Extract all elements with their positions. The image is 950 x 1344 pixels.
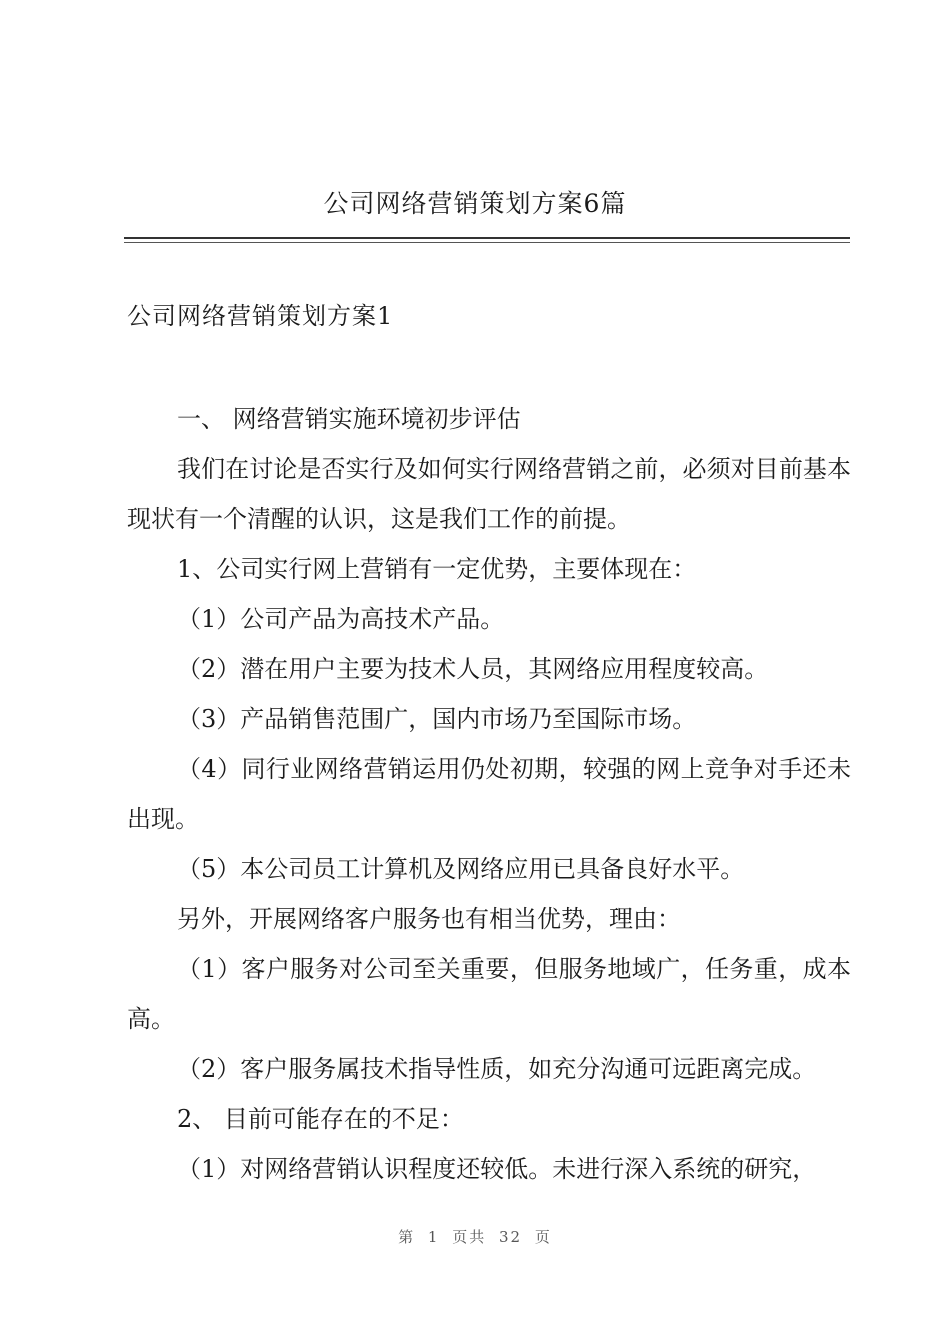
list-item: （1）客户服务对公司至关重要，但服务地域广，任务重，成本高。 <box>127 955 851 1033</box>
paragraph: 我们在讨论是否实行及如何实行网络营销之前，必须对目前基本现状有一个清醒的认识，这是我们工作的前提。 <box>127 455 851 533</box>
paragraph: 1、公司实行网上营销有一定优势，主要体现在： <box>177 555 697 583</box>
page-number-footer: 第 1 页共 32 页 <box>398 1228 552 1246</box>
list-item: （2）客户服务属技术指导性质，如充分沟通可远距离完成。 <box>177 1055 817 1083</box>
title-divider-thin <box>124 242 850 243</box>
list-item: （1）公司产品为高技术产品。 <box>177 605 505 633</box>
title-divider-thick <box>124 237 850 239</box>
list-item: （4）同行业网络营销运用仍处初期，较强的网上竞争对手还未出现。 <box>127 755 851 833</box>
document-title: 公司网络营销策划方案6篇 <box>323 189 627 218</box>
list-item: （5）本公司员工计算机及网络应用已具备良好水平。 <box>177 855 745 883</box>
list-item: （2）潜在用户主要为技术人员，其网络应用程度较高。 <box>177 655 769 683</box>
list-item: （3）产品销售范围广，国内市场乃至国际市场。 <box>177 705 697 733</box>
body-text <box>127 394 851 1194</box>
paragraph: 2、 目前可能存在的不足： <box>177 1105 464 1133</box>
paragraph: 另外，开展网络客户服务也有相当优势，理由： <box>177 905 681 933</box>
list-item: （1）对网络营销认识程度还较低。未进行深入系统的研究， <box>177 1155 817 1183</box>
section-heading: 公司网络营销策划方案1 <box>127 302 394 330</box>
heading-environment-assessment: 一、 网络营销实施环境初步评估 <box>177 405 521 433</box>
